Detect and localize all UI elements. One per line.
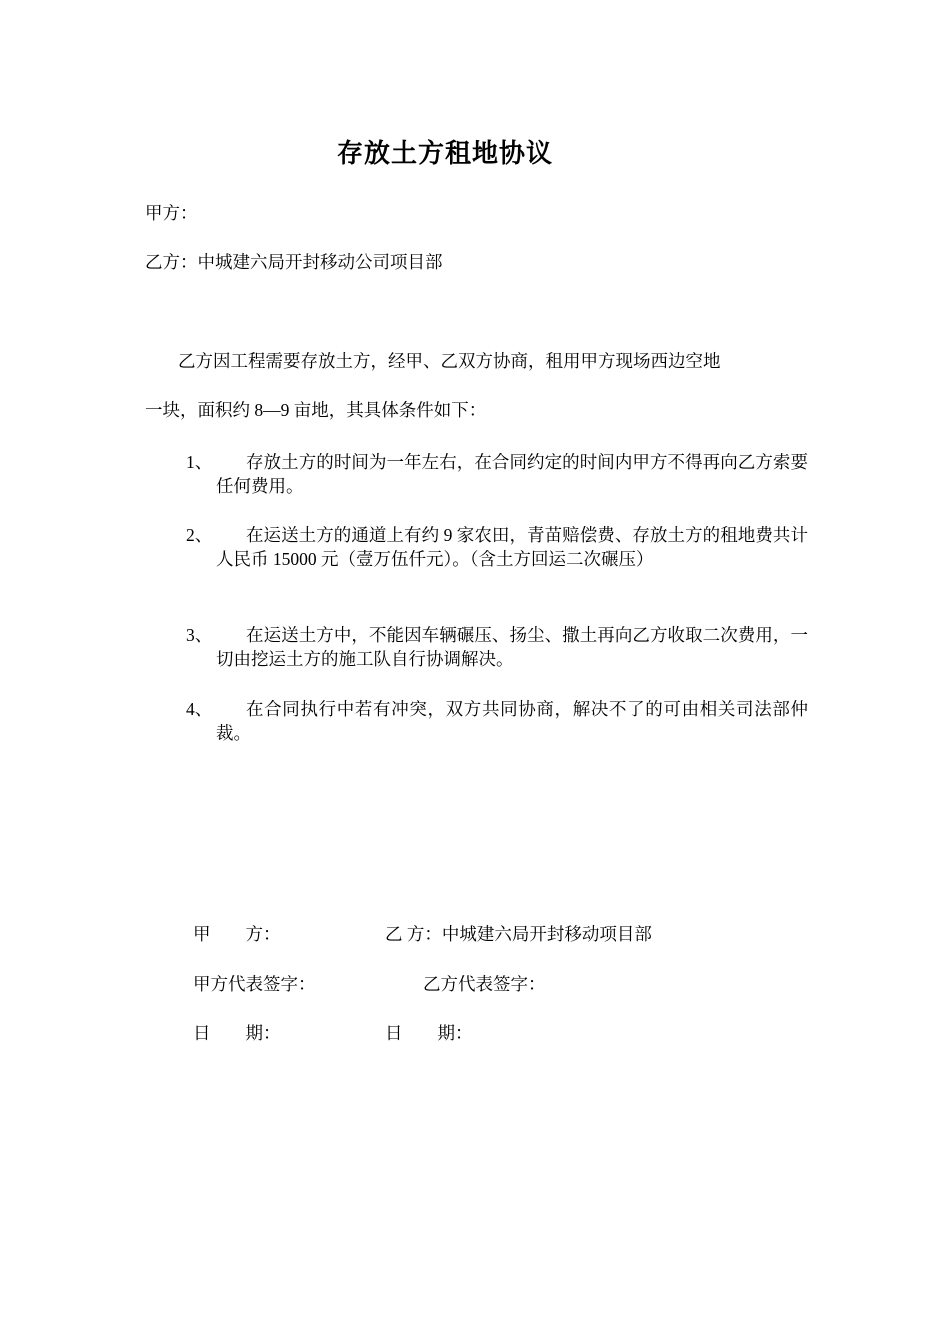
signature-date-a: 日 期： xyxy=(193,1023,281,1043)
clause-number: 4、 xyxy=(186,699,213,719)
party-a-line: 甲方： xyxy=(145,203,198,223)
clause-2 xyxy=(186,523,808,571)
document-title: 存放土方租地协议 xyxy=(336,139,553,168)
clause-4 xyxy=(186,697,808,745)
signature-date-b: 日 期： xyxy=(385,1023,473,1043)
signature-party-b: 乙 方：中城建六局开封移动项目部 xyxy=(385,924,652,944)
clause-number: 2、 xyxy=(186,525,213,545)
clause-text: 在合同执行中若有冲突，双方共同协商，解决不了的可由相关司法部仲裁。 xyxy=(216,699,808,743)
signature-party-b-rep: 乙方代表签字： xyxy=(423,974,546,994)
intro-line-2: 一块，面积约 8—9 亩地，其具体条件如下： xyxy=(145,400,487,420)
signature-party-a-rep: 甲方代表签字： xyxy=(193,974,316,994)
clause-1 xyxy=(186,450,808,498)
signature-party-a: 甲 方： xyxy=(193,924,281,944)
clause-3 xyxy=(186,623,808,671)
intro-line-1: 乙方因工程需要存放土方，经甲、乙双方协商，租用甲方现场西边空地 xyxy=(178,351,721,371)
clause-text: 在运送土方的通道上有约 9 家农田，青苗赔偿费、存放土方的租地费共计人民币 15000 元（壹万伍仟元）。（含土方回运二次碾压） xyxy=(216,525,808,569)
party-b-line: 乙方：中城建六局开封移动公司项目部 xyxy=(145,252,443,272)
clause-text: 存放土方的时间为一年左右，在合同约定的时间内甲方不得再向乙方索要任何费用。 xyxy=(216,452,808,496)
clause-number: 1、 xyxy=(186,452,213,472)
clause-number: 3、 xyxy=(186,625,213,645)
clause-text: 在运送土方中，不能因车辆碾压、扬尘、撒土再向乙方收取二次费用，一切由挖运土方的施工队自行协调解决。 xyxy=(216,625,808,669)
